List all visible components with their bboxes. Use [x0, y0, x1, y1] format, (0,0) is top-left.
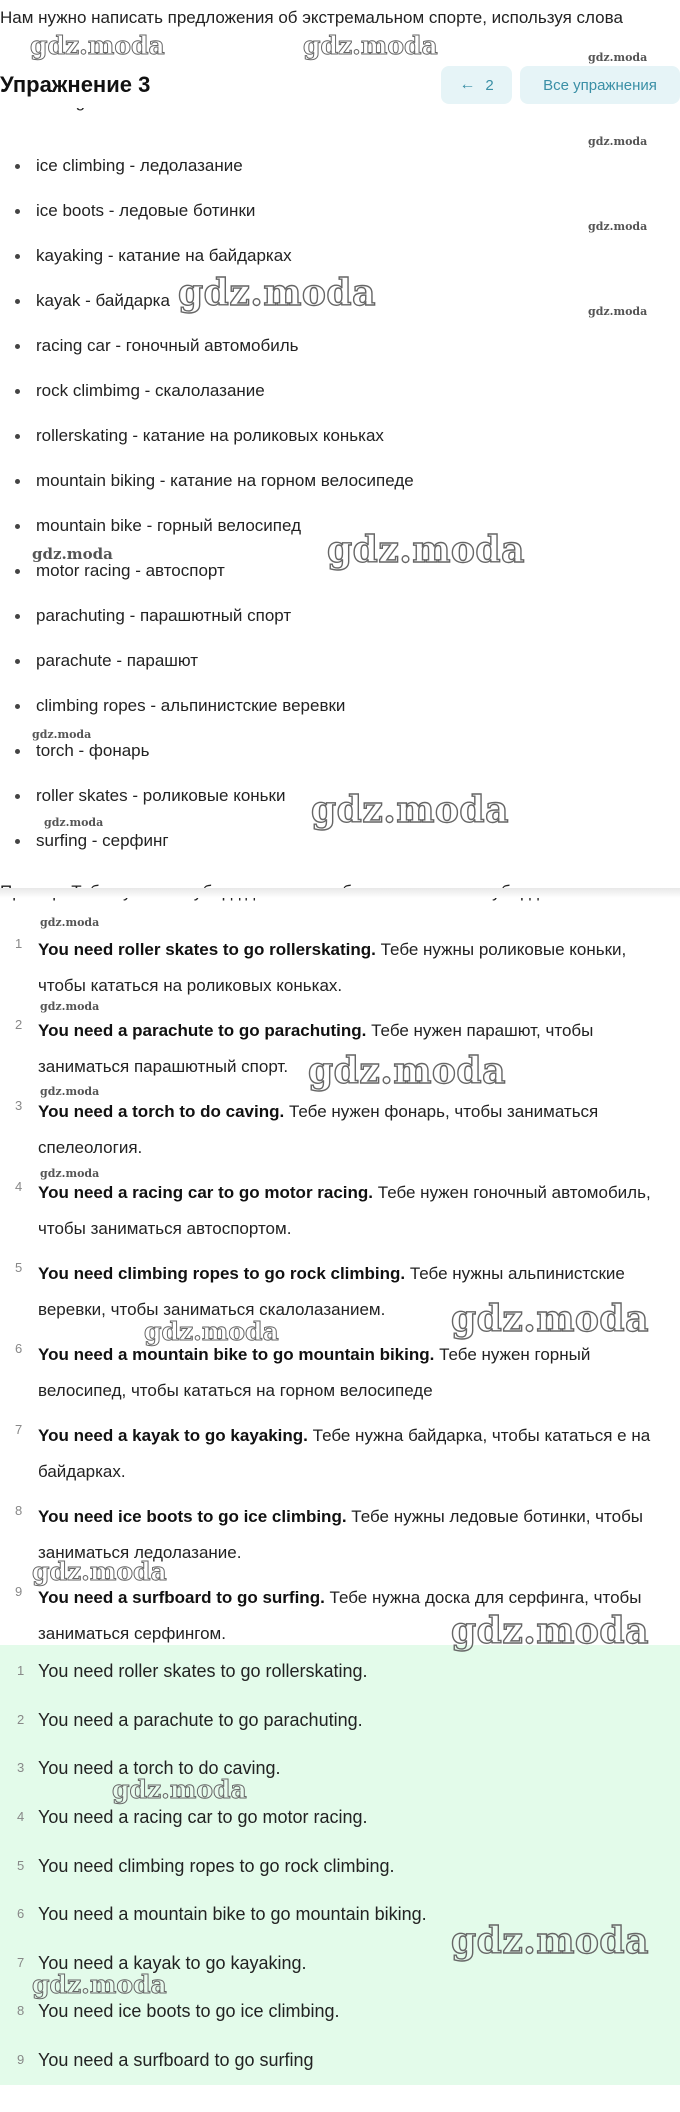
- bullet-icon: [15, 839, 20, 844]
- answer-english: You need roller skates to go rollerskating.: [38, 940, 376, 959]
- answer-translation: Тебе нужны ледовые ботинки, чтобы заниматься ледолазание.: [38, 1507, 644, 1562]
- bullet-icon: [15, 614, 20, 619]
- list-item: kayak - байдарка: [0, 289, 680, 319]
- answer-english: You need a racing car to go motor racing.: [38, 1183, 374, 1202]
- list-item: climbing ropes - альпинистские веревки: [0, 694, 680, 724]
- arrow-left-icon: ←: [459, 76, 476, 93]
- bullet-icon: [15, 344, 20, 349]
- list-item: 4 You need a racing car to go motor racing.: [17, 1807, 368, 1827]
- bullet-icon: [15, 704, 20, 709]
- previous-exercise-button[interactable]: [441, 66, 512, 104]
- bullet-icon: [15, 299, 20, 304]
- list-item: roller skates - роликовые коньки: [0, 784, 680, 814]
- answer-english: You need a parachute to go parachuting.: [38, 1021, 367, 1040]
- list-item: parachute - парашют: [0, 649, 680, 679]
- watermark: gdz.moda: [588, 135, 648, 148]
- list-item: rollerskating - катание на роликовых коньках: [0, 424, 680, 454]
- answer-english: You need a surfboard to go surfing.: [38, 1588, 325, 1607]
- answer-translation: Тебе нужен парашют, чтобы заниматься парашютный спорт.: [38, 1021, 594, 1076]
- answer-box: [0, 1645, 680, 2085]
- list-item: 3 You need a torch to do caving.: [17, 1758, 281, 1778]
- answer-translation: Тебе нужны роликовые коньки, чтобы кататься на роликовых коньках.: [38, 940, 627, 995]
- bullet-icon: [15, 254, 20, 259]
- answer-english: You need a mountain bike to go mountain biking.: [38, 1345, 435, 1364]
- watermark: gdz.moda: [30, 31, 165, 60]
- watermark: gdz.moda: [32, 1970, 167, 1999]
- bullet-icon: [15, 794, 20, 799]
- section-divider: [0, 888, 680, 898]
- watermark: gdz.moda: [112, 1775, 247, 1804]
- watermark: gdz.moda: [588, 51, 648, 64]
- bullet-icon: [15, 569, 20, 574]
- all-exercises-button[interactable]: Все упражнения: [520, 66, 680, 104]
- page-title: Упражнение 3: [0, 72, 151, 97]
- list-item: 2 You need a parachute to go parachuting.: [17, 1710, 363, 1730]
- watermark: gdz.moda: [32, 728, 92, 741]
- watermark: gdz.moda: [144, 1317, 279, 1346]
- previous-exercise-label: 2: [485, 76, 494, 94]
- exercise-header: [0, 64, 680, 108]
- list-item: surfing - серфинг: [0, 829, 680, 859]
- watermark: gdz.moda: [451, 1298, 649, 1340]
- answer-translation: Тебе нужен гоночный автомобиль, чтобы заниматься автоспортом.: [38, 1183, 651, 1238]
- answer-translation: Тебе нужна доска для серфинга, чтобы заниматься серфингом.: [38, 1588, 642, 1643]
- bullet-icon: [15, 524, 20, 529]
- bullet-icon: [15, 479, 20, 484]
- watermark: gdz.moda: [32, 545, 113, 563]
- list-item: 5 You need climbing ropes to go rock climbing.: [17, 1856, 395, 1876]
- list-item: torch - фонарь: [0, 739, 680, 769]
- list-item: ice boots - ледовые ботинки: [0, 199, 680, 229]
- watermark: gdz.moda: [40, 1167, 100, 1180]
- watermark: gdz.moda: [588, 220, 648, 233]
- bullet-icon: [15, 164, 20, 169]
- watermark: gdz.moda: [327, 529, 525, 571]
- list-item: 8 You need ice boots to go ice climbing.: [17, 2001, 340, 2021]
- watermark: gdz.moda: [178, 272, 376, 314]
- list-item: 9 You need a surfboard to go surfing: [17, 2050, 314, 2070]
- watermark: gdz.moda: [32, 1557, 167, 1586]
- answer-english: You need a torch to do caving.: [38, 1102, 285, 1121]
- bullet-icon: [15, 749, 20, 754]
- list-item: kayaking - катание на байдарках: [0, 244, 680, 274]
- answer-english: You need ice boots to go ice climbing.: [38, 1507, 347, 1526]
- watermark: gdz.moda: [308, 1050, 506, 1092]
- list-item: ice climbing - ледолазание: [0, 154, 680, 184]
- watermark: gdz.moda: [40, 1000, 100, 1013]
- answer-english: You need climbing ropes to go rock climbing.: [38, 1264, 406, 1283]
- bullet-icon: [15, 659, 20, 664]
- list-item: 7 You need a kayak to go kayaking.: [17, 1953, 307, 1973]
- bullet-icon: [15, 434, 20, 439]
- watermark: gdz.moda: [451, 1610, 649, 1652]
- list-item: parachuting - парашютный спорт: [0, 604, 680, 634]
- answer-english: You need a kayak to go kayaking.: [38, 1426, 308, 1445]
- list-item: mountain biking - катание на горном велосипеде: [0, 469, 680, 499]
- answer-translation: Тебе нужен горный велосипед, чтобы кататься на горном велосипеде: [38, 1345, 591, 1400]
- list-item: 1 You need roller skates to go rollerskating.: [17, 1661, 368, 1681]
- watermark: gdz.moda: [588, 305, 648, 318]
- bullet-icon: [15, 209, 20, 214]
- watermark: gdz.moda: [451, 1920, 649, 1962]
- list-item: 6 You need a mountain bike to go mountain biking.: [17, 1904, 427, 1924]
- answer-translation: Тебе нужны альпинистские веревки, чтобы заниматься скалолазанием.: [38, 1264, 625, 1319]
- answer-translation: Тебе нужна байдарка, чтобы кататься е на байдарках.: [38, 1426, 651, 1481]
- list-item: racing car - гоночный автомобиль: [0, 334, 680, 364]
- bullet-icon: [15, 389, 20, 394]
- list-item: rock climbimg - скалолазание: [0, 379, 680, 409]
- watermark: gdz.moda: [40, 1085, 100, 1098]
- intro-text: Нам нужно написать предложения об экстремальном спорте, используя слова: [0, 8, 623, 27]
- watermark: gdz.moda: [311, 789, 509, 831]
- watermark: gdz.moda: [44, 816, 104, 829]
- answer-translation: Тебе нужен фонарь, чтобы заниматься спелеология.: [38, 1102, 599, 1157]
- list-item: mountain bike - горный велосипед: [0, 514, 680, 544]
- list-item: motor racing - автоспорт: [0, 559, 680, 589]
- watermark: gdz.moda: [303, 31, 438, 60]
- watermark: gdz.moda: [40, 916, 100, 929]
